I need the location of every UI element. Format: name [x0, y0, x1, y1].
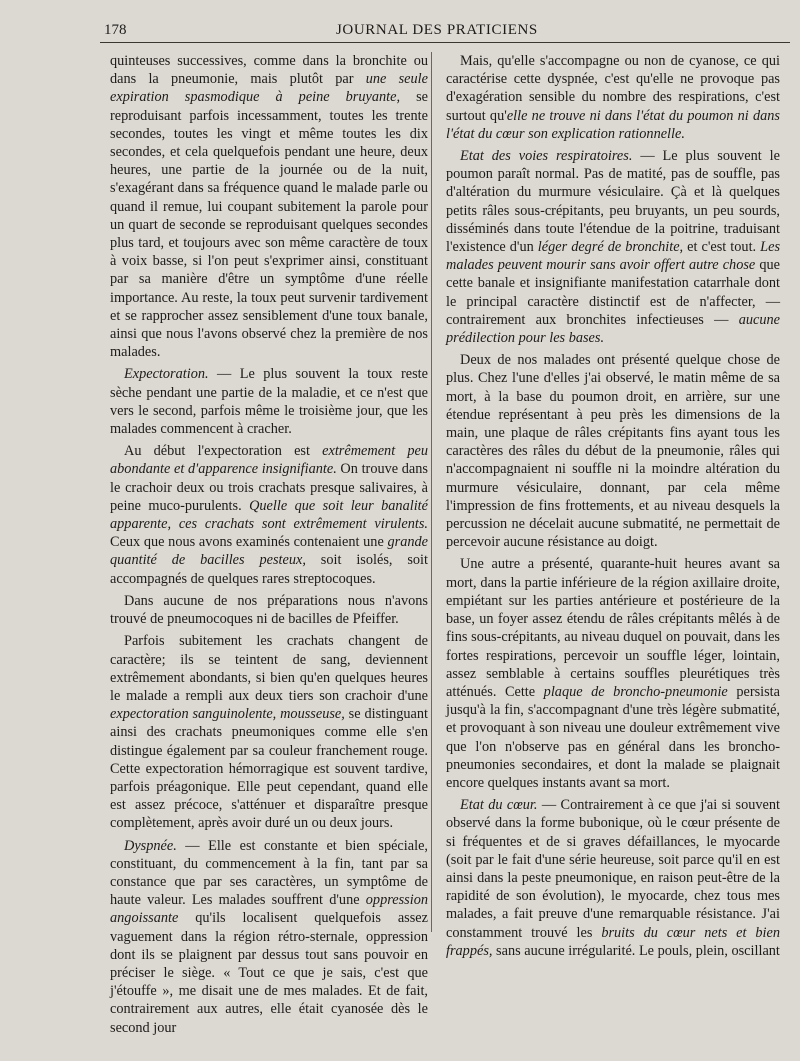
emphasis: extrêmement peu abondante et d'apparence insignifiante. — [110, 443, 428, 478]
left-column — [110, 52, 428, 1041]
paragraph-crepitant-rales: Deux de nos malades ont présenté quelque chose de plus. Chez l'une d'elles j'ai observé, le matin même de sa mort, à la base du poumon droit, en arrière, sur une étendue représentant à peu près les dimensions de la main, une plaque de râles crépitants fins ayant tous les caractères des râles du début de la pneumonie, râles qui n'accompagnaient ni souffle ni la moindre altération du murmure vésiculaire, donnant, par cela même l'impression de fins frottements, et au niveau desquels la percussion ne décelait aucune submatité, ne permettait de percevoir aucune résistance au doigt. — [446, 352, 780, 551]
emphasis: elle ne trouve ni dans l'état du poumon ni dans l'état du cœur son explication rationnelle. — [446, 107, 780, 142]
emphasis: Les malades peuvent mourir sans avoir offert autre chose — [446, 239, 781, 274]
header-rule — [100, 42, 790, 43]
column-divider — [431, 52, 432, 932]
section-heading-dyspnea: Dyspnée. — [124, 837, 177, 854]
paragraph-hemorrhagic-sputum: Parfois subitement les crachats changent de caractère; ils se teintent de sang, deviennent extrêmement abondants, si bien qu'en quelques heures le malade a rempli aux deux tiers son crachoir d'une expectoration sanguinolente, mousseuse, se distinguant ainsi des crachats pneumoniques comme elle s'en distingue également par sa couleur franchement rouge. Cette expectoration hémorragique est souvent tardive, parfois préagonique. Elle peut cependant, quand elle est assez précoce, s'atténuer et disparaître presque complètement, après avoir duré un ou deux jours. — [110, 633, 428, 832]
emphasis: Quelle que soit leur banalité apparente, ces crachats sont extrêmement virulents. — [110, 497, 428, 533]
paragraph-expectoration-intro: Expectoration. — Le plus souvent la toux reste sèche pendant une partie de la maladie, et ce n'est que vers le second, parfois même le troisième jour, que les malades commencent à cracher. — [110, 366, 428, 438]
section-heading-heart: Etat du cœur. — [460, 797, 538, 814]
paragraph-dyspnea-continued: Mais, qu'elle s'accompagne ou non de cyanose, ce qui caractérise cette dyspnée, c'est qu'elle ne provoque pas d'exagération sensible du nombre des respirations, c'est surtout qu'elle ne trouve ni dans l'état du poumon ni dans l'état du cœur son explication rationnelle. — [446, 53, 780, 142]
paragraph-respiratory-tract: Etat des voies respiratoires. — Le plus souvent le poumon paraît normal. Pas de matité, pas de souffle, pas d'altération du murmure vésiculaire. Çà et là quelques petits râles sous-crépitants, peu bruyants, un peu sourds, disséminés dans toute l'étendue de la poitrine, traduisant l'existence d'un léger degré de bronchite, et c'est tout. Les malades peuvent mourir sans avoir offert autre chose que cette banale et insignifiante manifestation catarrhale dont le principal caractère distinctif est de n'affecter, — contrairement aux bronchites infectieuses — aucune prédilection pour les bases. — [446, 148, 781, 347]
emphasis: expectoration sanguinolente, mousseuse, — [110, 706, 345, 723]
journal-title: JOURNAL DES PRATICIENS — [336, 22, 538, 38]
emphasis: une seule expiration spasmodique à peine bruyante, — [110, 71, 428, 106]
paragraph-cough-continued: quinteuses successives, comme dans la bronchite ou dans la pneumonie, mais plutôt par une seule expiration spasmodique à peine bruyante, se reproduisant parfois incessamment, toutes les trente secondes, toutes les vingt et même toutes les dix secondes, et cela quelquefois pendant une heure, deux heures, une partie de la journée ou de la nuit, s'exagérant dans sa fréquence quand le malade parle ou quand il remue, lui coupant subitement la parole pour un quart de seconde se reproduisant quelques secondes plus tard, et toujours avec son même caractère de toux à voix basse, si l'on peut s'exprimer ainsi, constituant par sa manière d'être un symptôme d'une réelle importance. Au reste, la toux peut survenir tardivement et se rapprocher assez sensiblement d'une toux banale, ainsi que nous l'avons observé chez la première de nos malades. — [110, 53, 429, 361]
page-header — [100, 18, 790, 40]
emphasis: oppression angoissante — [110, 892, 428, 927]
paragraph-expectoration-early: Au début l'expectoration est extrêmement peu abondante et d'apparence insignifiante. On trouve dans le crachoir deux ou trois crachats presque salivaires, à peine muco-purulents. Quelle que soit leur banalité apparente, ces crachats sont extrêmement virulents. Ceux que nous avons examinés contenaient une grande quantité de bacilles pesteux, soit isolés, soit accompagnés de quelques rares streptocoques. — [110, 443, 428, 587]
paragraph-heart-state: Etat du cœur. — Contrairement à ce que j'ai si souvent observé dans la forme bubonique, où le cœur présente de si fréquentes et de si graves défaillances, le myocarde (soit par le fait d'une série heureuse, soit parce qu'il en est ainsi dans la peste pneumonique, en raison peut-être de la rapidité de son évolution), le myocarde, chez tous mes malades, a fait preuve d'une remarquable résistance. J'ai constamment trouvé les bruits du cœur nets et bien frappés, sans aucune irrégularité. Le pouls, plein, oscillant — [446, 797, 780, 959]
paragraph-bronchopneumonia: Une autre a présenté, quarante-huit heures avant sa mort, dans la partie inférieure de la région axillaire droite, empiétant sur les parties antérieure et postérieure de la base, un foyer assez étendu de râles crépitants mêlés à de fins sous-crépitants, au niveau duquel on pouvait, dans les fortes respirations, percevoir un souffle léger, lointain, assez semblable à certains souffles pleurétiques très atténués. Cette plaque de broncho-pneumonie persista jusqu'à la fin, s'accompagnant d'une très légère submatité, et provoquant à son niveau une douleur extrêmement vive que l'on n'observe pas en général dans les broncho-pneumonies secondaires, et dont la malade se plaignait encore quelques instants avant sa mort. — [446, 556, 780, 791]
emphasis: léger degré de bronchite, — [537, 239, 684, 256]
emphasis: aucune prédilection pour les bases. — [446, 311, 780, 347]
paragraph-preparations: Dans aucune de nos préparations nous n'avons trouvé de pneumocoques ni de bacilles de Pfeiffer. — [110, 592, 428, 628]
section-heading-expectoration: Expectoration. — [124, 366, 209, 383]
emphasis: bruits du cœur nets et bien frappés, — [446, 924, 780, 959]
emphasis: grande quantité de bacilles pesteux, — [110, 534, 428, 569]
right-column — [446, 52, 780, 964]
page-number: 178 — [104, 22, 127, 38]
section-heading-respiratory: Etat des voies respiratoires. — [460, 148, 633, 165]
emphasis: plaque de broncho-pneumonie — [543, 683, 728, 700]
paragraph-dyspnea: Dyspnée. — Elle est constante et bien spéciale, constituant, du commencement à la fin, tant par sa constance que par ses caractères, un symptôme de haute valeur. Les malades souffrent d'une oppression angoissante qu'ils localisent quelquefois assez vaguement dans la région rétro-sternale, oppression dont ils se plaignent par dessus tout sans pouvoir en préciser le siège. « Tout ce que je sais, c'est que j'étouffe », me disait une de mes malades. Et de fait, contrairement aux autres, elle était cyanosée dès le second jour — [110, 837, 428, 1036]
